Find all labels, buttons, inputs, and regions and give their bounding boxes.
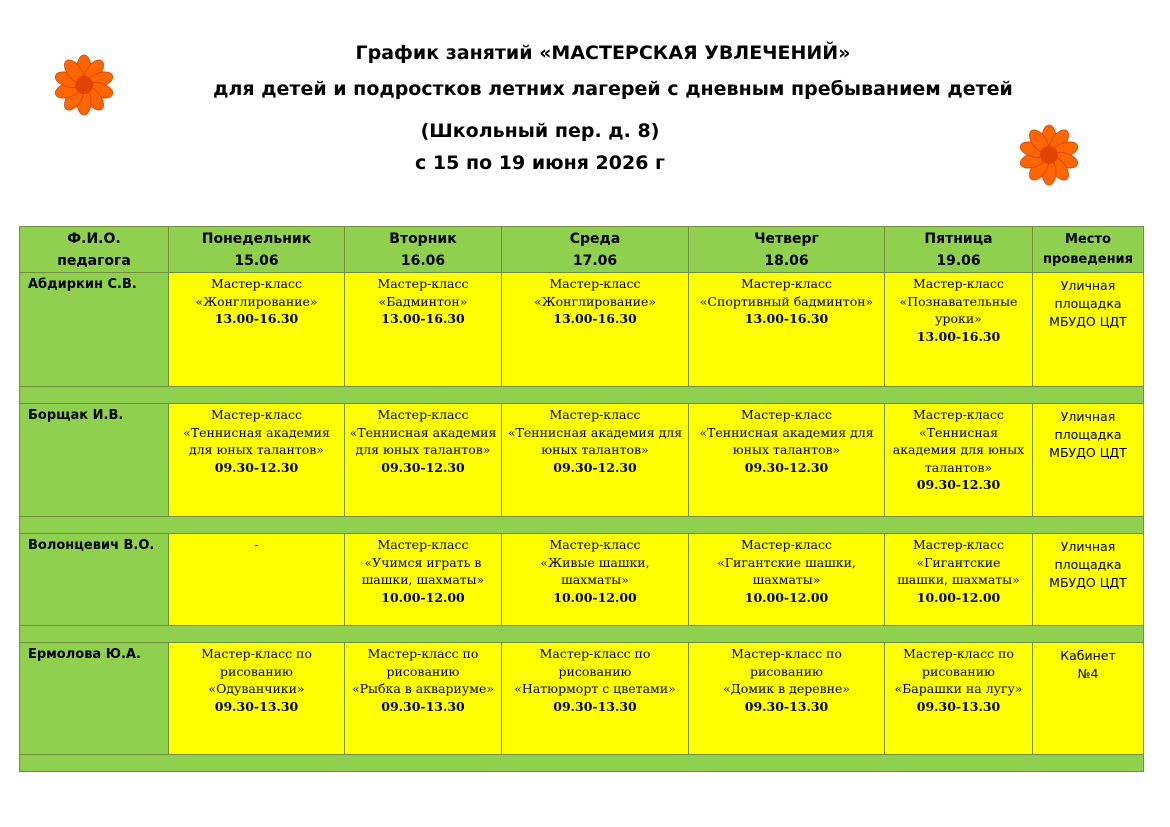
activity-line: Мастер-класс <box>741 537 832 552</box>
activity-line: «Познавательные <box>899 293 1018 309</box>
activity-line: Мастер-класс <box>377 537 469 552</box>
activity-line: рисованию <box>922 663 995 679</box>
activity-cell <box>502 404 689 517</box>
activity-cell <box>169 534 345 626</box>
activity-line: «Теннисная академия для <box>699 424 874 440</box>
date-range: с 15 по 19 июня 2026 г <box>415 152 665 174</box>
header-teacher-line2: педагога <box>57 252 131 269</box>
page-subtitle: для детей и подростков летних лагерей с дневным пребыванием детей <box>213 78 1013 100</box>
activity-line: «Жонглирование» <box>195 293 318 309</box>
activity-line: Мастер-класс <box>741 276 832 291</box>
activity-line: Мастер-класс по <box>367 646 479 661</box>
schedule-table <box>19 226 1144 772</box>
place-line: Уличная <box>1060 409 1116 424</box>
activity-line: «Гигантские шашки, <box>717 554 856 570</box>
place-cell <box>1033 643 1144 755</box>
header-day <box>169 227 345 273</box>
activity-cell <box>689 534 885 626</box>
activity-line: Мастер-класс <box>211 276 302 291</box>
place-cell <box>1033 534 1144 626</box>
activity-time: 10.00-12.00 <box>916 589 1001 605</box>
activity-cell <box>689 273 885 387</box>
header-day <box>502 227 689 273</box>
day-date: 18.06 <box>764 252 809 269</box>
activity-line: «Жонглирование» <box>533 293 657 309</box>
activity-line: шахматы» <box>752 572 821 587</box>
header-day <box>345 227 502 273</box>
activity-cell <box>169 273 345 387</box>
activity-cell <box>689 404 885 517</box>
place-line: площадка <box>1054 427 1122 442</box>
activity-line: юных талантов» <box>732 442 841 457</box>
activity-line: «Бадминтон» <box>378 293 468 309</box>
activity-cell <box>169 404 345 517</box>
header-place-line2: проведения <box>1042 251 1134 267</box>
activity-time: 09.30-12.30 <box>553 459 637 475</box>
teacher-row <box>20 643 1144 755</box>
activity-line: для юных талантов» <box>355 442 491 457</box>
separator-cell <box>20 387 1144 404</box>
separator-row <box>20 387 1144 404</box>
place-line: Кабинет <box>1060 648 1116 663</box>
activity-time: 09.30-12.30 <box>916 477 1001 492</box>
activity-line: для юных талантов» <box>189 442 324 457</box>
header-place-line1: Место <box>1065 231 1111 247</box>
header-teacher-line1: Ф.И.О. <box>67 230 121 247</box>
day-name: Среда <box>569 230 621 247</box>
day-date: 17.06 <box>572 252 618 269</box>
activity-time: 09.30-12.30 <box>744 459 829 475</box>
activity-cell <box>502 643 689 755</box>
activity-line: «Теннисная <box>918 424 999 440</box>
activity-line: «Одуванчики» <box>208 681 305 696</box>
activity-line: «Рыбка в аквариуме» <box>352 681 494 696</box>
activity-line: «Теннисная академия для <box>507 424 683 440</box>
activity-line: шашки, шахматы» <box>897 572 1020 587</box>
address: (Школьный пер. д. 8) <box>420 120 660 142</box>
header-place <box>1033 227 1144 273</box>
activity-time: 13.00-16.30 <box>916 328 1001 344</box>
separator-cell <box>20 626 1144 643</box>
activity-line: рисованию <box>750 663 823 679</box>
activity-line: «Учимся играть в <box>364 554 482 570</box>
activity-cell <box>885 404 1033 517</box>
activity-cell <box>169 643 345 755</box>
activity-line: юных талантов» <box>541 442 649 457</box>
activity-line: рисованию <box>220 663 293 679</box>
activity-time: 13.00-16.30 <box>553 311 637 326</box>
activity-line: «Живые шашки, <box>540 554 650 570</box>
day-name: Четверг <box>754 230 819 247</box>
activity-line: «Гигантские <box>916 554 1001 570</box>
activity-cell <box>345 273 502 387</box>
flower-icon <box>53 54 115 116</box>
activity-line: рисованию <box>558 663 632 679</box>
activity-line: Мастер-класс <box>741 407 832 422</box>
activity-line: шашки, шахматы» <box>361 572 485 587</box>
separator-cell <box>20 755 1144 772</box>
activity-cell <box>345 643 502 755</box>
activity-cell <box>689 643 885 755</box>
activity-line: Мастер-класс по <box>903 646 1014 661</box>
activity-time: 09.30-12.30 <box>381 459 465 475</box>
activity-line: рисованию <box>386 663 460 679</box>
activity-line: шахматы» <box>561 572 629 587</box>
activity-line: «Барашки на лугу» <box>894 681 1023 696</box>
activity-time: 10.00-12.00 <box>744 589 829 605</box>
separator-row <box>20 517 1144 534</box>
teacher-row <box>20 404 1144 517</box>
page-title: График занятий «МАСТЕРСКАЯ УВЛЕЧЕНИЙ» <box>355 42 851 64</box>
place-line: МБУДО ЦДТ <box>1049 314 1127 329</box>
place-cell <box>1033 273 1144 387</box>
activity-line: Мастер-класс <box>549 537 641 552</box>
place-line: площадка <box>1054 557 1122 572</box>
separator-row <box>20 626 1144 643</box>
separator-cell <box>20 517 1144 534</box>
activity-line: «Спортивный бадминтон» <box>699 293 874 309</box>
activity-time: 13.00-16.30 <box>744 311 829 326</box>
day-date: 19.06 <box>936 252 981 269</box>
header-day <box>689 227 885 273</box>
teacher-name: Ермолова Ю.А. <box>20 643 169 755</box>
activity-time: 09.30-13.30 <box>214 698 299 714</box>
activity-line: Мастер-класс <box>377 407 469 422</box>
activity-cell <box>885 534 1033 626</box>
activity-cell <box>502 534 689 626</box>
activity-time: 09.30-13.30 <box>916 698 1001 714</box>
activity-line: академия для юных <box>892 442 1025 457</box>
activity-time: 09.30-13.30 <box>553 698 637 714</box>
activity-line: «Натюрморт с цветами» <box>514 681 676 696</box>
flower-icon <box>1018 124 1080 186</box>
activity-line: Мастер-класс <box>549 276 641 291</box>
teacher-row <box>20 534 1144 626</box>
activity-time: 13.00-16.30 <box>381 311 465 326</box>
place-line: Уличная <box>1060 539 1116 554</box>
activity-time: 09.30-12.30 <box>214 459 299 475</box>
activity-cell <box>885 273 1033 387</box>
header-row <box>20 227 1144 273</box>
activity-time: 09.30-13.30 <box>381 698 465 714</box>
day-date: 16.06 <box>400 252 446 269</box>
activity-line: «Домик в деревне» <box>722 681 851 696</box>
place-line: Уличная <box>1060 278 1116 293</box>
activity-line: «Теннисная академия <box>349 424 497 440</box>
activity-line: Мастер-класс по <box>539 646 651 661</box>
place-line: МБУДО ЦДТ <box>1049 445 1127 460</box>
teacher-name: Абдиркин С.В. <box>20 273 169 387</box>
teacher-name: Борщак И.В. <box>20 404 169 517</box>
activity-line: талантов» <box>924 459 993 475</box>
place-cell <box>1033 404 1144 517</box>
separator-row <box>20 755 1144 772</box>
day-name: Пятница <box>924 230 993 247</box>
day-name: Понедельник <box>201 230 312 247</box>
activity-time: 09.30-13.30 <box>744 698 829 714</box>
teacher-row <box>20 273 1144 387</box>
activity-line: Мастер-класс <box>913 407 1004 422</box>
place-line: МБУДО ЦДТ <box>1049 575 1127 590</box>
activity-line: Мастер-класс <box>913 537 1004 552</box>
activity-line: Мастер-класс <box>913 276 1004 291</box>
activity-line: Мастер-класс <box>211 407 302 422</box>
activity-line: Мастер-класс по <box>201 646 312 661</box>
header-teacher <box>20 227 169 273</box>
activity-cell <box>345 534 502 626</box>
activity-line: Мастер-класс <box>377 276 469 291</box>
activity-cell <box>885 643 1033 755</box>
activity-line: «Теннисная академия <box>183 424 330 440</box>
activity-line: Мастер-класс <box>549 407 641 422</box>
activity-time: 13.00-16.30 <box>214 311 299 326</box>
teacher-name: Волонцевич В.О. <box>20 534 169 626</box>
activity-line: - <box>254 537 259 552</box>
day-date: 15.06 <box>234 252 279 269</box>
place-line: площадка <box>1054 296 1122 311</box>
activity-line: Мастер-класс по <box>731 646 842 661</box>
activity-line: уроки» <box>935 311 982 326</box>
day-name: Вторник <box>389 230 457 247</box>
activity-time: 10.00-12.00 <box>553 589 637 605</box>
activity-cell <box>345 404 502 517</box>
activity-time: 10.00-12.00 <box>381 589 465 605</box>
place-line: №4 <box>1077 666 1099 681</box>
header-day <box>885 227 1033 273</box>
activity-cell <box>502 273 689 387</box>
